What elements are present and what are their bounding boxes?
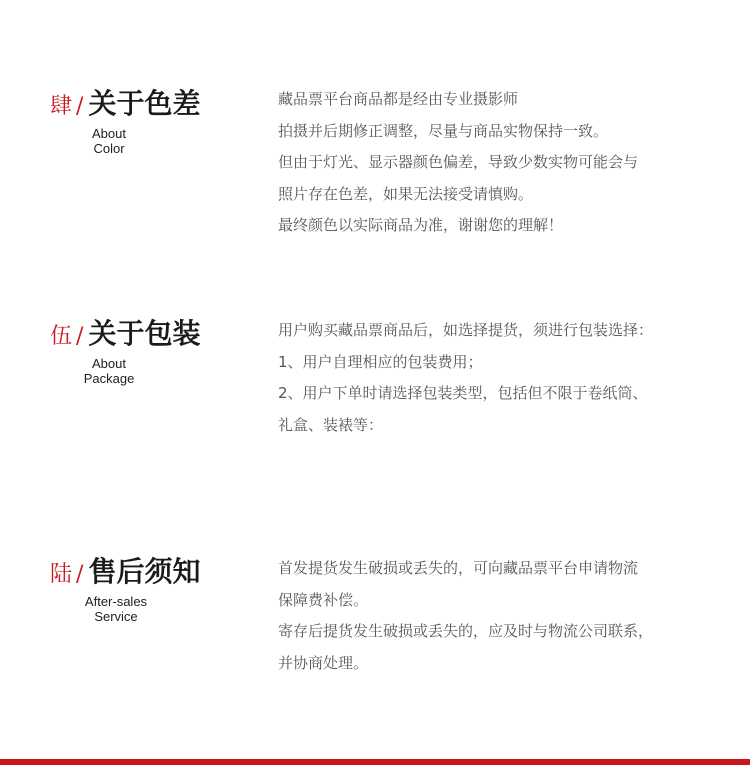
section-number: 陆 <box>50 562 73 587</box>
subtitle-line: Service <box>94 609 138 624</box>
body-line: 2、用户下单时请选择包装类型，包括但不限于卷纸筒、 <box>278 384 648 402</box>
body-line: 拍摄并后期修正调整，尽量与商品实物保持一致。 <box>278 121 609 140</box>
section-number: 肆 <box>50 94 73 119</box>
body-line: 寄存后提货发生破损或丢失的，应及时与物流公司联系， <box>278 622 654 640</box>
section-title: 关于色差 <box>88 87 201 120</box>
body-line: 最终颜色以实际商品为准，谢谢您的理解！ <box>278 216 564 234</box>
section-number: 伍 <box>50 324 73 349</box>
body-line: 1、用户自理相应的包装费用； <box>278 352 483 371</box>
body-line: 藏品票平台商品都是经由专业摄影师 <box>278 90 519 108</box>
section-body <box>278 84 718 242</box>
section-title: 售后须知 <box>88 555 201 588</box>
body-line: 礼盒、装裱等： <box>278 415 384 434</box>
body-line: 用户购买藏品票商品后，如选择提货，须进行包装选择： <box>278 321 654 339</box>
body-line: 照片存在色差，如果无法接受请慎购。 <box>278 184 534 203</box>
section-body <box>278 315 718 441</box>
subtitle-line: After-sales <box>84 594 148 609</box>
section-heading <box>50 317 201 350</box>
bottom-accent-rule <box>0 759 750 765</box>
body-line: 但由于灯光、显示器颜色偏差，导致少数实物可能会与 <box>278 153 639 171</box>
section-title: 关于包装 <box>88 317 201 350</box>
section-subtitle <box>69 126 149 156</box>
body-line: 首发提货发生破损或丢失的，可向藏品票平台申请物流 <box>278 559 639 577</box>
section-heading <box>50 87 201 120</box>
section-subtitle <box>76 594 156 624</box>
section-body <box>278 553 718 679</box>
body-line: 保障费补偿。 <box>278 590 369 609</box>
section-heading <box>50 555 201 588</box>
section-subtitle <box>69 356 149 386</box>
subtitle-line: Package <box>83 371 135 386</box>
subtitle-line: About <box>92 126 126 141</box>
subtitle-line: Color <box>93 141 125 156</box>
body-line: 并协商处理。 <box>278 653 369 672</box>
subtitle-line: About <box>92 356 126 371</box>
heading-slash: / <box>76 562 84 587</box>
heading-slash: / <box>76 94 84 119</box>
heading-slash: / <box>76 324 84 349</box>
